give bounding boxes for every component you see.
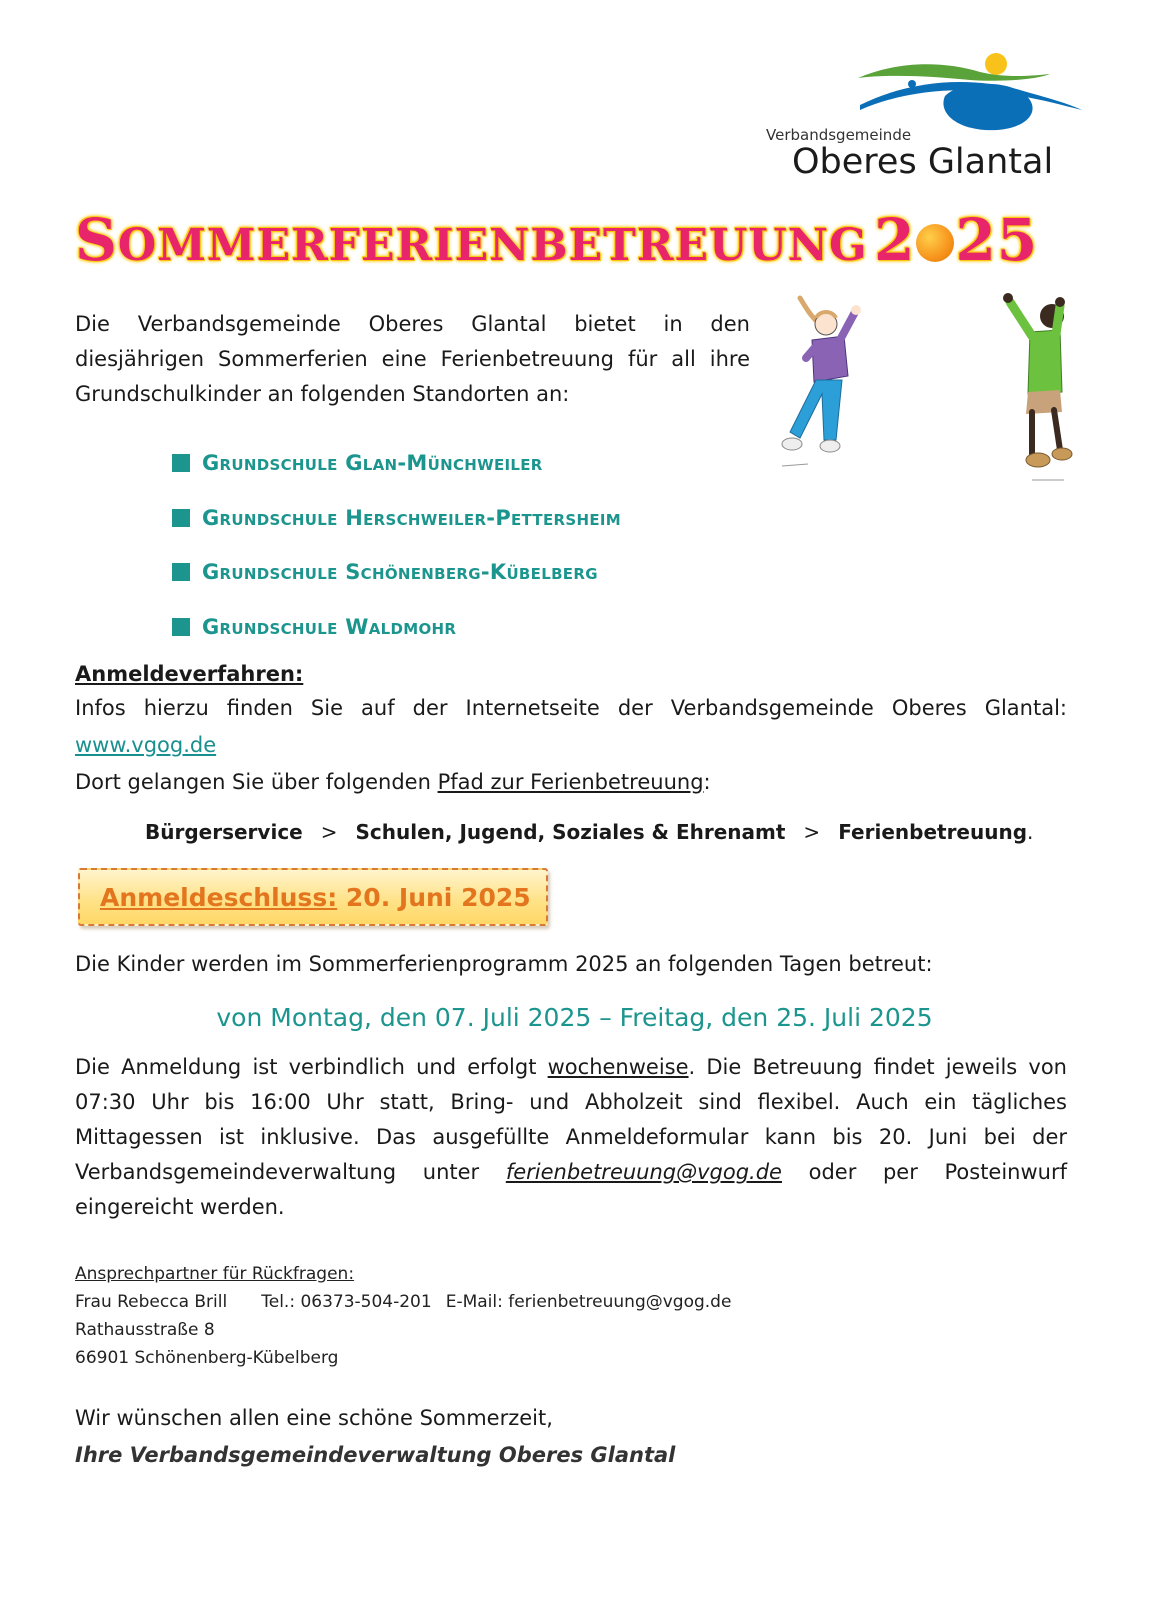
page-title: [75, 206, 1038, 274]
ball-icon: [916, 224, 954, 262]
registration-info: Infos hierzu finden Sie auf der Internetseite der Verbandsgemeinde Oberes Glantal:: [75, 696, 1067, 720]
details-text: Die Anmeldung ist verbindlich und erfolgt: [75, 1055, 548, 1079]
path-label: Pfad zur Ferienbetreuung: [437, 770, 704, 794]
title-year-end: 25: [955, 206, 1039, 274]
logo: [760, 50, 1090, 190]
logo-title: Oberes Glantal: [792, 142, 1054, 182]
intro-paragraph: Die Verbandsgemeinde Oberes Glantal bietet in den diesjährigen Sommerferien eine Ferienbetreuung für all ihre Grundschulkinder an folgenden Standorten an:: [75, 312, 750, 406]
deadline-date: 20. Juni 2025: [337, 883, 531, 912]
list-item: [172, 600, 792, 655]
title-rest: OMMERFERIENBETREUUNG: [117, 220, 868, 271]
path-text-after: :: [703, 770, 711, 794]
deadline-label: Anmeldeschluss:: [100, 883, 338, 912]
school-name: Grundschule Herschweiler-Pettersheim: [202, 505, 621, 530]
girl-jumping-icon: [782, 298, 861, 466]
contact-phone: Tel.: 06373-504-201: [261, 1292, 432, 1312]
title-first-letter: S: [75, 206, 118, 274]
square-bullet-icon: [172, 618, 190, 636]
school-name: Grundschule Glan-Münchweiler: [202, 451, 543, 476]
breadcrumb-item: Schulen, Jugend, Soziales & Ehrenamt: [355, 820, 786, 844]
list-item: [172, 491, 792, 546]
registration-path-text: [75, 764, 711, 801]
title-year-start: 2: [874, 206, 916, 274]
list-item: [172, 545, 792, 600]
details-paragraph: [75, 1050, 1067, 1225]
days-intro: Die Kinder werden im Sommerferienprogramm 2025 an folgenden Tagen betreut:: [75, 952, 933, 976]
email-link[interactable]: ferienbetreuung@vgog.de: [505, 1160, 782, 1184]
details-text: . Die Betreuung findet jeweils von 07:30 Uhr bis 16:00 Uhr statt, Bring- und Abholzeit sind flexibel. Auch ein tägliches Mittagessen ist inklusive. Das ausgefüllte Anmeldeformular kann bis 20. Juni bei der Verbandsgemeindeverwaltung unter: [75, 1055, 1067, 1184]
boy-catching-icon: [1003, 293, 1072, 480]
list-item: [172, 436, 792, 491]
closing-line: Wir wünschen allen eine schöne Sommerzeit,: [75, 1406, 553, 1430]
schools-list: [172, 436, 792, 654]
breadcrumb-separator: >: [320, 820, 338, 844]
breadcrumb-separator: >: [803, 820, 821, 844]
logo-subtitle: Verbandsgemeinde: [766, 126, 912, 144]
children-playing-illustration: [760, 282, 1090, 492]
square-bullet-icon: [172, 509, 190, 527]
breadcrumb: [145, 815, 1033, 849]
square-bullet-icon: [172, 454, 190, 472]
registration-heading: Anmeldeverfahren:: [75, 662, 304, 686]
contact-name: Frau Rebecca Brill: [75, 1292, 228, 1312]
square-bullet-icon: [172, 563, 190, 581]
contact-city: 66901 Schönenberg-Kübelberg: [75, 1348, 339, 1368]
date-range: von Montag, den 07. Juli 2025 – Freitag, den 25. Juli 2025: [216, 1003, 933, 1032]
contact-street: Rathausstraße 8: [75, 1320, 215, 1340]
path-text-before: Dort gelangen Sie über folgenden: [75, 770, 438, 794]
details-text: oder per Posteinwurf eingereicht werden.: [75, 1160, 1068, 1219]
breadcrumb-item: Bürgerservice: [145, 820, 303, 844]
school-name: Grundschule Waldmohr: [202, 614, 457, 639]
contact-row: [75, 1288, 731, 1316]
school-name: Grundschule Schönenberg-Kübelberg: [202, 560, 598, 585]
website-link[interactable]: www.vgog.de: [75, 733, 217, 757]
contact-heading: Ansprechpartner für Rückfragen:: [75, 1264, 355, 1284]
deadline-box: [78, 868, 548, 926]
weekly-emphasis: wochenweise: [547, 1055, 689, 1079]
signature: Ihre Verbandsgemeindeverwaltung Oberes Glantal: [75, 1443, 676, 1467]
breadcrumb-item: Ferienbetreuung: [838, 820, 1028, 844]
contact-email: E-Mail: ferienbetreuung@vgog.de: [445, 1292, 732, 1312]
breadcrumb-end: .: [1027, 820, 1034, 844]
